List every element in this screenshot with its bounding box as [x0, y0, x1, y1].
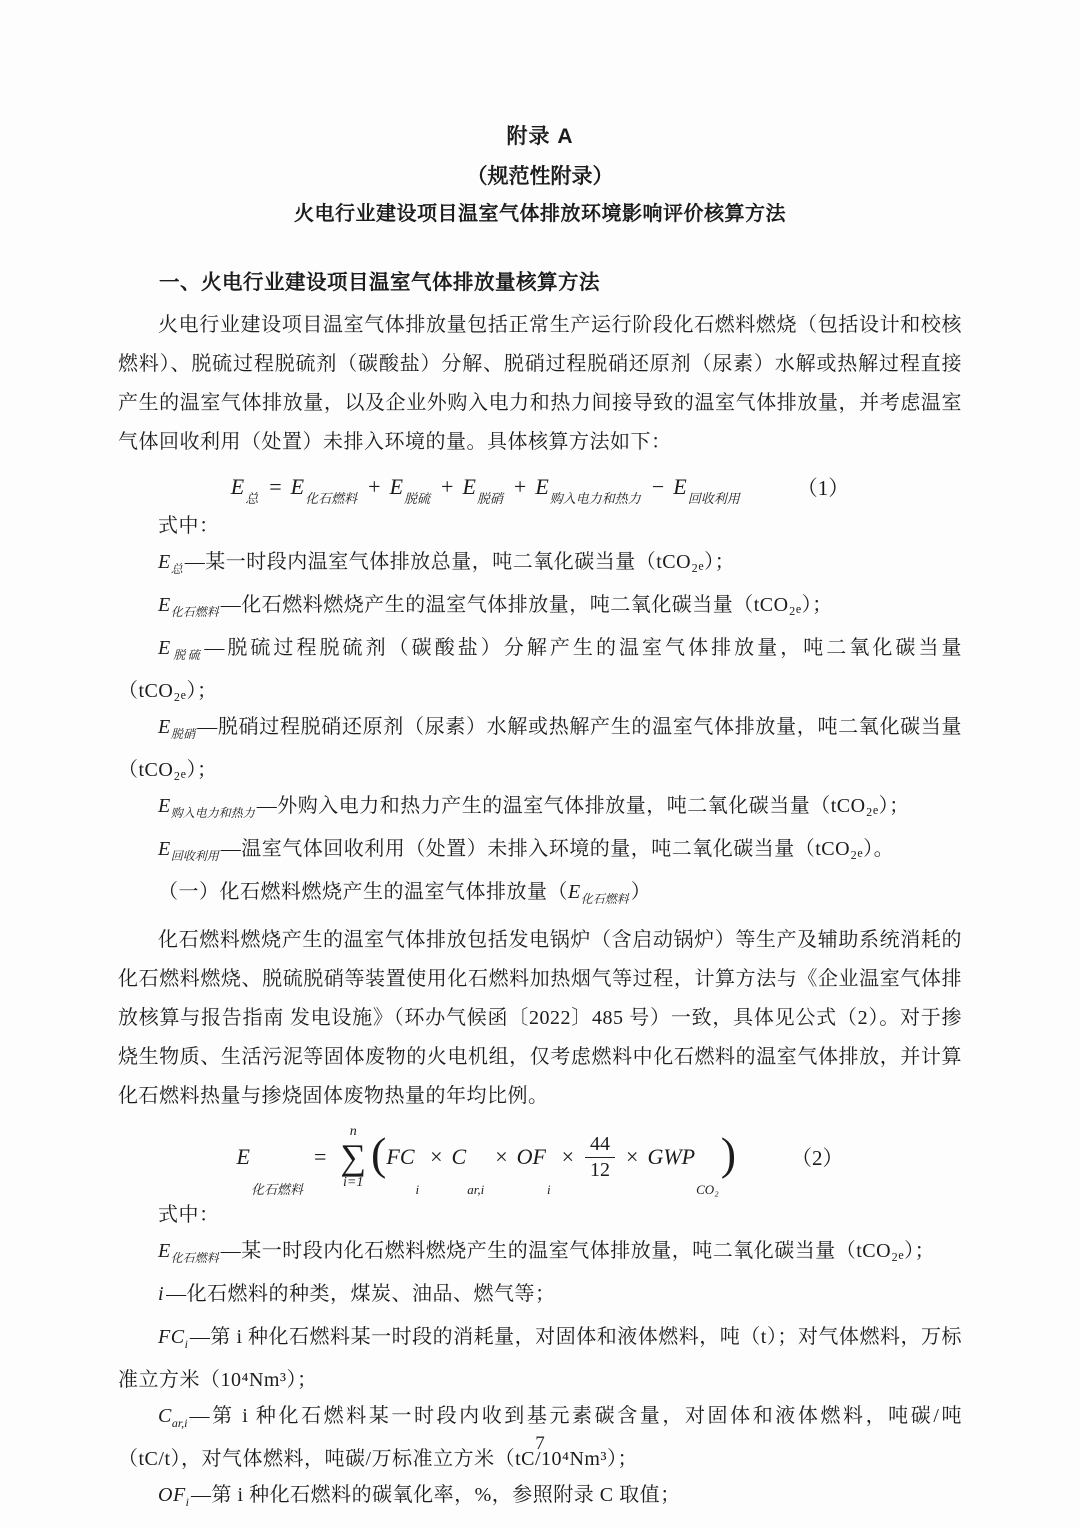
formula-subscript: 总	[170, 562, 183, 576]
definition-text: —温室气体回收利用（处置）未排入环境的量，吨二氧化碳当量（tCO₂ₑ）。	[220, 838, 895, 860]
summation-block	[340, 1124, 366, 1191]
page-number: 7	[535, 1433, 545, 1454]
times-operator: ×	[430, 1144, 443, 1170]
definition-text: —某一时段内温室气体排放总量，吨二氧化碳当量（tCO₂ₑ）；	[184, 551, 736, 573]
formula-subscript: 脱硫	[170, 648, 203, 662]
formula-symbol: C	[451, 1144, 467, 1170]
formula-subscript: 化石燃料	[250, 1181, 303, 1197]
formula-subscript: 总	[245, 491, 259, 506]
formula-symbol: E	[158, 838, 171, 860]
formula-1	[118, 472, 962, 506]
formula-symbol: E	[158, 637, 171, 659]
times-operator: ×	[626, 1144, 639, 1170]
formula-1-equation	[230, 474, 742, 506]
formula-symbol: E	[158, 716, 171, 738]
subsection-heading-text: （一）化石燃料燃烧产生的温室气体排放量（	[158, 881, 568, 903]
formula-subscript: i	[184, 1336, 188, 1351]
formula-subscript: i	[415, 1181, 420, 1197]
formula-subscript: 回收利用	[687, 491, 740, 506]
formula-subscript: 脱硫	[404, 491, 431, 506]
fraction-numerator: 44	[585, 1133, 615, 1158]
def-fc-consumption	[118, 1319, 962, 1398]
definition-text: —某一时段内化石燃料燃烧产生的温室气体排放量，吨二氧化碳当量（tCO₂ₑ）；	[220, 1239, 936, 1262]
subsection-heading-text: ）	[630, 881, 652, 903]
def-fuel-type-i	[118, 1276, 962, 1319]
def-e-fossil	[118, 587, 962, 630]
formula-2	[118, 1124, 962, 1197]
formula-symbol: E	[568, 881, 581, 903]
formula-symbol: E	[158, 594, 171, 616]
definition-text: —第 i 种化石燃料某一时段的消耗量，对固体和液体燃料，吨（t）；对气体燃料，万标准立方米（10⁴Nm³）；	[118, 1325, 962, 1391]
def-e-purchased-power	[118, 788, 962, 831]
formula-subscript: 化石燃料	[305, 491, 358, 506]
minus-operator: −	[651, 474, 665, 499]
summation-lower-limit: i=1	[343, 1175, 364, 1191]
fossil-fuel-paragraph: 化石燃料燃烧产生的温室气体排放包括发电锅炉（含启动锅炉）等生产及辅助系统消耗的化石燃料燃烧、脱硫脱硝等装置使用化石燃料加热烟气等过程，计算方法与《企业温室气体排放核算与报告指南 发电设施》（环办气候函〔2022〕485 号）一致，具体见公式（2）。对于掺烧生物质、生活污泥等固体废物的火电机组，仅考虑燃料中化石燃料的温室气体排放，并计算化石燃料热量与掺烧固体废物热量的年均比例。	[118, 929, 962, 1107]
plus-operator: +	[368, 474, 381, 499]
intro-paragraph: 火电行业建设项目温室气体排放量包括正常生产运行阶段化石燃料燃烧（包括设计和校核燃料）、脱硫过程脱硫剂（碳酸盐）分解、脱硝过程脱硝还原剂（尿素）水解或热解过程直接产生的温室气体排放量，以及企业外购入电力和热力间接导致的温室气体排放量，并考虑温室气体回收利用（处置）未排入环境的量。具体核算方法如下：	[118, 314, 962, 453]
formula-subscript: 购入电力和热力	[549, 491, 641, 506]
formula-1-number: （1）	[796, 476, 850, 500]
fraction-block	[585, 1133, 615, 1182]
definition-text: —第 i 种化石燃料的碳氧化率，%，参照附录 C 取值；	[191, 1483, 681, 1506]
formula-symbol: E	[535, 474, 549, 499]
formula-subscript: 购入电力和热力	[170, 806, 255, 820]
def-oxidation-rate	[118, 1477, 962, 1520]
plus-operator: +	[513, 474, 527, 499]
formula-subscript: 化石燃料	[580, 892, 629, 906]
appendix-type-label: （规范性附录）	[466, 165, 614, 188]
formula-symbol: E	[230, 474, 245, 499]
def-e-desulfurization	[118, 630, 962, 709]
where-label-1: 式中：	[158, 515, 220, 537]
formula-subscript: 脱硝	[476, 491, 503, 506]
formula-subscript: i	[546, 1181, 551, 1197]
def-e-recovery	[118, 831, 962, 874]
plus-operator: +	[441, 474, 454, 499]
formula-symbol: E	[236, 1144, 250, 1170]
formula-symbol: FC	[158, 1325, 185, 1348]
definition-text: —外购入电力和热力产生的温室气体排放量，吨二氧化碳当量（tCO₂ₑ）；	[256, 795, 910, 817]
definition-text: —脱硫过程脱硫剂（碳酸盐）分解产生的温室气体排放量，吨二氧化碳当量（tCO₂ₑ）；	[118, 637, 962, 702]
formula-symbol: OF	[158, 1483, 186, 1506]
formula-symbol: E	[158, 795, 171, 817]
summation-upper-limit: n	[349, 1124, 357, 1139]
subsection-a-heading	[118, 874, 962, 917]
times-operator: ×	[561, 1144, 575, 1170]
formula-subscript: CO₂	[696, 1181, 719, 1197]
document-title: 火电行业建设项目温室气体排放环境影响评价核算方法	[294, 203, 786, 225]
formula-symbol: E	[673, 474, 687, 499]
formula-2-number: （2）	[791, 1146, 844, 1171]
formula-subscript: ar,i	[467, 1181, 485, 1197]
formula-symbol: C	[158, 1404, 172, 1427]
definition-text: —化石燃料燃烧产生的温室气体排放量，吨二氧化碳当量（tCO₂ₑ）；	[220, 594, 833, 616]
def-e-total	[118, 544, 962, 587]
formula-subscript: 回收利用	[170, 849, 219, 863]
formula-symbol: E	[158, 1239, 171, 1262]
formula-subscript: i	[185, 1494, 190, 1509]
where-label-2: 式中：	[158, 1203, 220, 1226]
section-1-heading: 一、火电行业建设项目温室气体排放量核算方法	[159, 271, 600, 294]
formula-symbol: E	[158, 551, 171, 573]
definition-text: —化石燃料的种类，煤炭、油品、燃气等；	[166, 1282, 556, 1305]
times-operator: ×	[495, 1144, 508, 1170]
formula-subscript: 脱硝	[170, 727, 196, 741]
formula-symbol: GWP	[647, 1144, 696, 1170]
definition-text: —脱硝过程脱硝还原剂（尿素）水解或热解产生的温室气体排放量，吨二氧化碳当量（tCO₂ₑ）；	[118, 716, 962, 781]
def-e-denitrification	[118, 709, 962, 788]
formula-subscript: 化石燃料	[170, 605, 219, 619]
formula-symbol: FC	[386, 1144, 415, 1170]
formula-symbol: i	[158, 1282, 165, 1305]
formula-symbol: OF	[516, 1144, 546, 1170]
formula-symbol: E	[290, 474, 305, 499]
formula-symbol: E	[389, 474, 404, 499]
appendix-label: 附录 A	[506, 125, 574, 148]
fraction-denominator: 12	[590, 1158, 611, 1181]
def-e-fossil-2	[118, 1233, 962, 1276]
formula-symbol: E	[462, 474, 476, 499]
sigma-icon: ∑	[340, 1137, 367, 1178]
formula-2-equation: E 化石燃料 = n ∑ i=1 ( FC i × C ar,i × OF i × $\frac{44}{12}$ × GWP CO₂ )	[236, 1124, 737, 1197]
equals-operator: =	[269, 474, 282, 499]
definition-text: —第 i 种化石燃料某一时段内收到基元素碳含量，对固体和液体燃料，吨碳/吨（tC/t），对气体燃料，吨碳/万标准立方米（tC/10⁴Nm³）；	[118, 1404, 962, 1470]
equals-operator: =	[313, 1144, 327, 1170]
formula-subscript: 化石燃料	[170, 1250, 219, 1265]
formula-subscript: ar,i	[171, 1415, 188, 1430]
